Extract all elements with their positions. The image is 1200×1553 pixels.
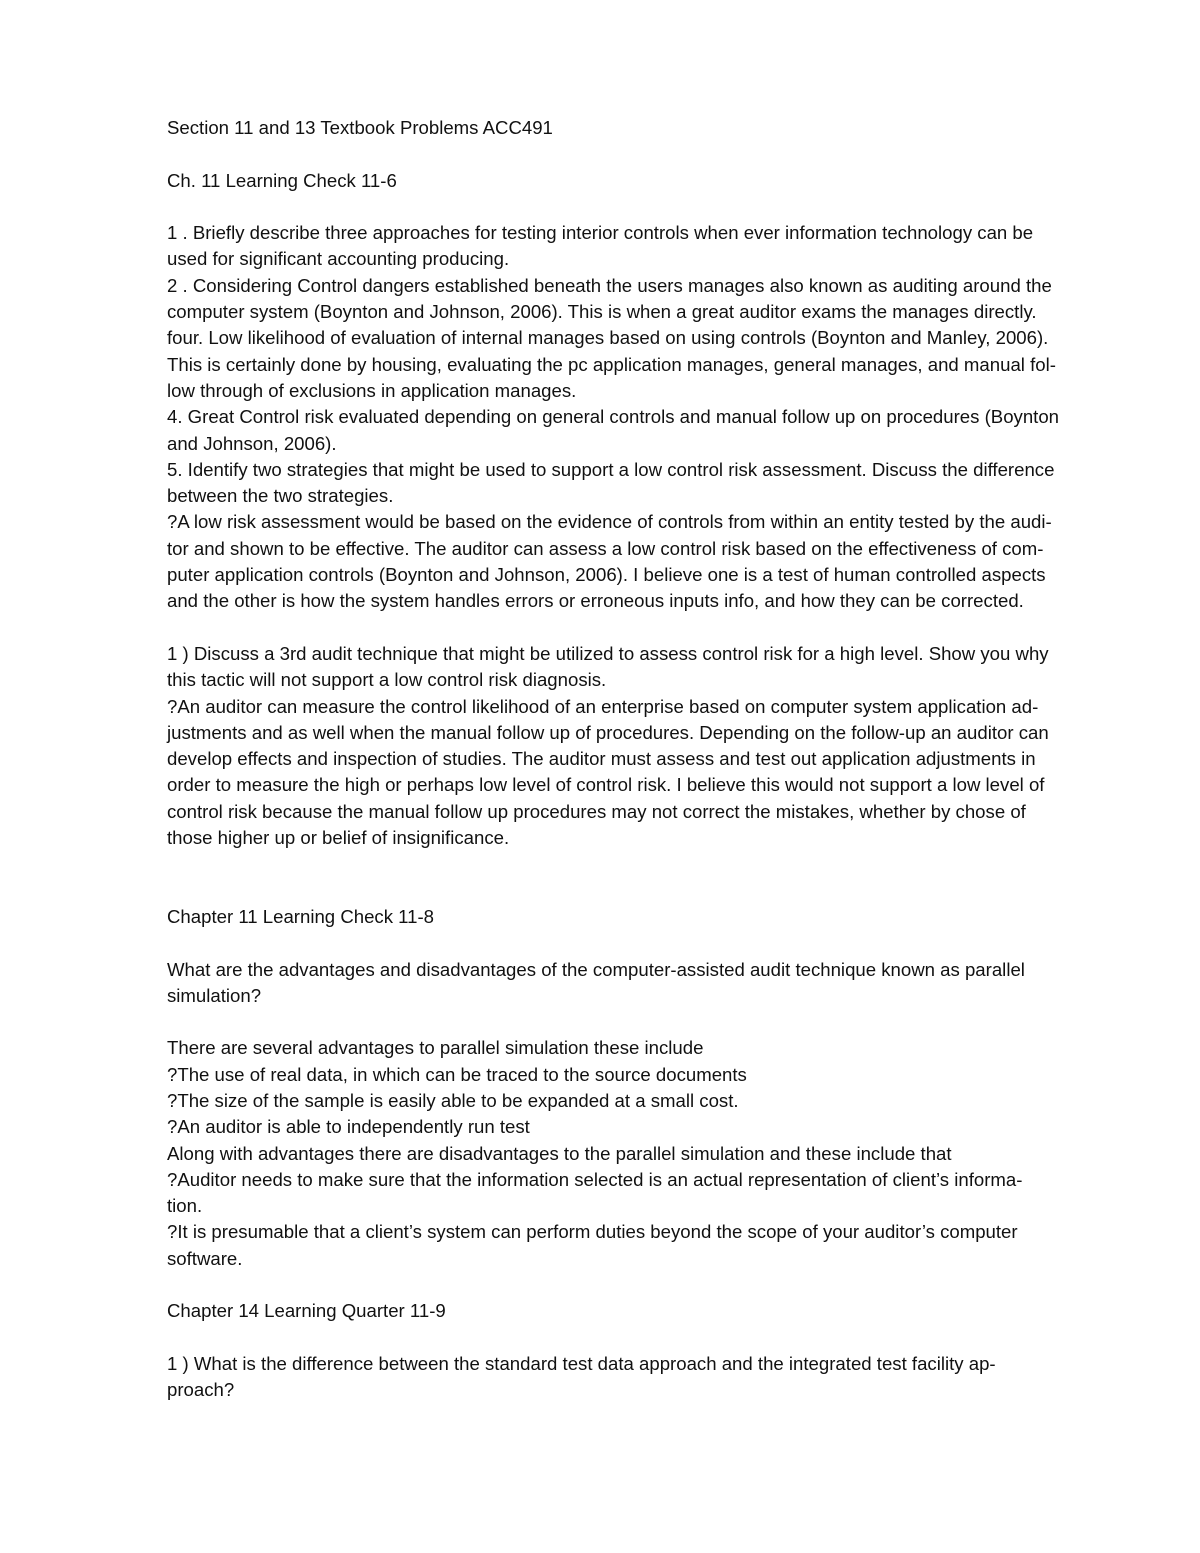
- text-line: 4. Great Control risk evaluated depending on general controls and manual follow up on procedures (Boynton: [167, 406, 1060, 428]
- spacer: [167, 1009, 1127, 1035]
- paragraph: [167, 957, 1127, 1010]
- text-line: ?Auditor needs to make sure that the information selected is an actual representation of client’s informa-: [167, 1168, 1023, 1190]
- text-line: What are the advantages and disadvantages of the computer-assisted audit technique known as parallel: [167, 958, 1025, 980]
- spacer: [167, 194, 1127, 220]
- text-line: low through of exclusions in application manages.: [167, 379, 577, 401]
- document-title: Section 11 and 13 Textbook Problems ACC491: [167, 117, 553, 138]
- text-line: those higher up or belief of insignificance.: [167, 827, 510, 849]
- section-heading: Chapter 11 Learning Check 11-8: [167, 905, 435, 927]
- paragraph: [167, 220, 1127, 614]
- text-line: develop effects and inspection of studies. The auditor must assess and test out application adjustments in: [167, 748, 1036, 770]
- section-heading: Ch. 11 Learning Check 11-6: [167, 169, 397, 191]
- text-line: ?An auditor can measure the control likelihood of an enterprise based on computer system application ad-: [167, 695, 1039, 717]
- text-line: control risk because the manual follow up procedures may not correct the mistakes, whether by chose of: [167, 800, 1026, 822]
- paragraph: [167, 641, 1127, 851]
- text-line: 1 . Briefly describe three approaches for testing interior controls when ever information technology can be: [167, 222, 1034, 244]
- section-heading: Chapter 14 Learning Quarter 11-9: [167, 1300, 446, 1322]
- text-line: computer system (Boynton and Johnson, 2006). This is when a great auditor exams the manages directly.: [167, 301, 1037, 323]
- text-line: Along with advantages there are disadvantages to the parallel simulation and these include that: [167, 1142, 952, 1164]
- text-line: four. Low likelihood of evaluation of internal manages based on using controls (Boynton and Manley, 2006).: [167, 327, 1049, 349]
- text-line: 1 ) Discuss a 3rd audit technique that might be utilized to assess control risk for a high level. Show you why: [167, 642, 1049, 664]
- text-line: ?The use of real data, in which can be traced to the source documents: [167, 1063, 747, 1085]
- text-line: this tactic will not support a low control risk diagnosis.: [167, 669, 607, 691]
- paragraph: [167, 1351, 1127, 1404]
- spacer: [167, 930, 1127, 956]
- text-line: justments and as well when the manual follow up of procedures. Depending on the follow-up an auditor can: [167, 721, 1049, 743]
- spacer: [167, 141, 1127, 167]
- spacer: [167, 1325, 1127, 1351]
- text-line: This is certainly done by housing, evaluating the pc application manages, general manages, and manual fol-: [167, 353, 1056, 375]
- spacer: [167, 1272, 1127, 1298]
- text-line: ?It is presumable that a client’s system can perform duties beyond the scope of your auditor’s computer: [167, 1221, 1018, 1243]
- paragraph: [167, 1035, 1127, 1272]
- text-line: simulation?: [167, 984, 262, 1006]
- spacer: [167, 851, 1127, 904]
- text-line: and the other is how the system handles errors or erroneous inputs info, and how they can be corrected.: [167, 590, 1024, 612]
- text-line: 2 . Considering Control dangers established beneath the users manages also known as auditing around the: [167, 274, 1052, 296]
- text-line: puter application controls (Boynton and Johnson, 2006). I believe one is a test of human controlled aspects: [167, 564, 1046, 586]
- text-line: software.: [167, 1247, 243, 1269]
- document-body: [167, 115, 1127, 1404]
- text-line: ?The size of the sample is easily able to be expanded at a small cost.: [167, 1089, 739, 1111]
- text-line: order to measure the high or perhaps low level of control risk. I believe this would not support a low level of: [167, 774, 1045, 796]
- text-line: between the two strategies.: [167, 485, 394, 507]
- text-line: used for significant accounting producing.: [167, 248, 510, 270]
- text-line: and Johnson, 2006).: [167, 432, 337, 454]
- text-line: ?An auditor is able to independently run test: [167, 1116, 530, 1138]
- text-line: tion.: [167, 1195, 203, 1217]
- spacer: [167, 615, 1127, 641]
- text-line: 1 ) What is the difference between the standard test data approach and the integrated test facility ap-: [167, 1352, 996, 1374]
- text-line: ?A low risk assessment would be based on the evidence of controls from within an entity tested by the audi-: [167, 511, 1052, 533]
- text-line: There are several advantages to parallel simulation these include: [167, 1037, 704, 1059]
- text-line: 5. Identify two strategies that might be used to support a low control risk assessment. Discuss the difference: [167, 458, 1055, 480]
- text-line: proach?: [167, 1379, 235, 1401]
- text-line: tor and shown to be effective. The auditor can assess a low control risk based on the effectiveness of com-: [167, 537, 1044, 559]
